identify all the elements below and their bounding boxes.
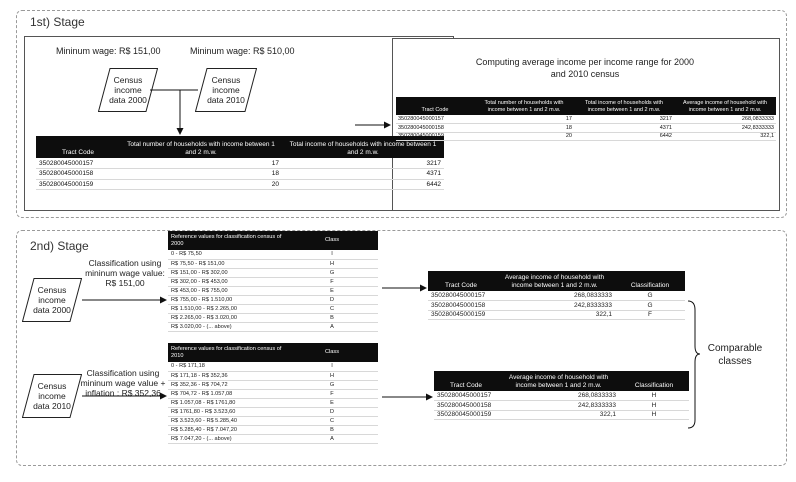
tract-code-cell: 350280045000157 [36, 158, 120, 169]
class-cell: I [286, 250, 378, 259]
average-cell: 322,1 [674, 132, 776, 141]
range-cell: 0 - R$ 75,50 [168, 250, 286, 259]
header-tract-code: Tract Code [36, 136, 120, 158]
header-average-income: Average income of household with income between 1 and 2 m.w. [674, 97, 776, 115]
min-wage-2000-label: Mininum wage: R$ 151,00 [56, 46, 161, 56]
range-cell: R$ 755,00 - R$ 1.510,00 [168, 295, 286, 304]
class-cell: G [286, 268, 378, 277]
stage-1-merge-connector [150, 90, 198, 134]
income-cell: 6442 [574, 132, 674, 141]
range-cell: R$ 171,18 - R$ 352,36 [168, 371, 286, 380]
class-cell: G [286, 380, 378, 389]
average-cell: 322,1 [498, 410, 619, 420]
tract-code-cell: 350280045000157 [428, 291, 494, 301]
households-cell: 20 [120, 179, 282, 190]
header-class: Class [286, 231, 378, 250]
income-cell: 4371 [574, 124, 674, 133]
header-tract-code: Tract Code [434, 371, 498, 391]
range-cell: R$ 3.020,00 - (... above) [168, 322, 286, 331]
classification-cell: G [615, 291, 685, 301]
stage-2-title: 2nd) Stage [30, 239, 89, 253]
average-cell: 268,0833333 [494, 291, 615, 301]
class-cell: C [286, 304, 378, 313]
range-cell: R$ 2.265,00 - R$ 3.020,00 [168, 313, 286, 322]
header-classification: Classification [615, 271, 685, 291]
min-wage-2010-label: Mininum wage: R$ 510,00 [190, 46, 295, 56]
comparable-brace [688, 301, 700, 428]
households-cell: 17 [120, 158, 282, 169]
income-cell: 4371 [282, 169, 444, 180]
header-total-income: Total income of households with income between 1 and 2 m.w. [282, 136, 444, 158]
header-total-households: Total number of households with income between 1 and 2 m.w. [120, 136, 282, 158]
class-cell: I [286, 362, 378, 371]
class-cell: F [286, 389, 378, 398]
class-cell: D [286, 295, 378, 304]
tract-code-cell: 350280045000159 [428, 310, 494, 320]
income-cell: 6442 [282, 179, 444, 190]
range-cell: R$ 1.057,08 - R$ 1761,80 [168, 398, 286, 407]
class-cell: E [286, 286, 378, 295]
tract-code-cell: 350280045000159 [396, 132, 474, 141]
average-cell: 322,1 [494, 310, 615, 320]
range-cell: 0 - R$ 171,18 [168, 362, 286, 371]
class-cell: A [286, 434, 378, 443]
header-total-households: Total number of households with income between 1 and 2 m.w. [474, 97, 574, 115]
range-cell: R$ 3.523,60 - R$ 5.285,40 [168, 416, 286, 425]
households-cell: 18 [120, 169, 282, 180]
tract-code-cell: 350280045000157 [396, 115, 474, 124]
classification-cell: H [619, 410, 689, 420]
average-cell: 268,0833333 [498, 391, 619, 401]
class-cell: E [286, 398, 378, 407]
class-cell: B [286, 313, 378, 322]
header-tract-code: Tract Code [428, 271, 494, 291]
income-cell: 3217 [574, 115, 674, 124]
range-cell: R$ 1.510,00 - R$ 2.265,00 [168, 304, 286, 313]
header-classification: Classification [619, 371, 689, 391]
classification-cell: H [619, 401, 689, 411]
income-cell: 3217 [282, 158, 444, 169]
average-cell: 242,8333333 [674, 124, 776, 133]
class-cell: H [286, 371, 378, 380]
census-2000-label-stage2: Census income data 2000 [33, 285, 71, 315]
range-cell: R$ 302,00 - R$ 453,00 [168, 277, 286, 286]
tract-code-cell: 350280045000158 [36, 169, 120, 180]
comparable-classes-label: Comparable classes [707, 343, 763, 367]
header-average-income: Average income of household with income between 1 and 2 m.w. [498, 371, 619, 391]
tract-code-cell: 350280045000159 [434, 410, 498, 420]
households-cell: 20 [474, 132, 574, 141]
class-cell: F [286, 277, 378, 286]
households-cell: 18 [474, 124, 574, 133]
range-cell: R$ 704,72 - R$ 1.057,08 [168, 389, 286, 398]
range-cell: R$ 352,36 - R$ 704,72 [168, 380, 286, 389]
census-2010-label-stage2: Census income data 2010 [33, 381, 71, 411]
compute-title: Computing average income per income range for 2000 and 2010 census [475, 57, 695, 79]
average-cell: 268,0833333 [674, 115, 776, 124]
tract-code-cell: 350280045000157 [434, 391, 498, 401]
range-cell: R$ 75,50 - R$ 151,00 [168, 259, 286, 268]
tract-code-cell: 350280045000158 [428, 301, 494, 311]
class-cell: A [286, 322, 378, 331]
header-total-income: Total income of households with income between 1 and 2 m.w. [574, 97, 674, 115]
stage-1-title: 1st) Stage [30, 15, 85, 29]
classification-2010-label: Classification using mininum wage value + inflation : R$ 352,36 [80, 368, 166, 398]
class-cell: H [286, 259, 378, 268]
header-reference-values: Reference values for classification census of 2010 [168, 343, 286, 362]
census-2010-label: Census income data 2010 [207, 75, 245, 105]
header-tract-code: Tract Code [396, 97, 474, 115]
range-cell: R$ 453,00 - R$ 755,00 [168, 286, 286, 295]
class-cell: B [286, 425, 378, 434]
tract-code-cell: 350280045000158 [396, 124, 474, 133]
tract-code-cell: 350280045000159 [36, 179, 120, 190]
average-cell: 242,8333333 [494, 301, 615, 311]
header-class: Class [286, 343, 378, 362]
header-reference-values: Reference values for classification census of 2000 [168, 231, 286, 250]
class-cell: C [286, 416, 378, 425]
range-cell: R$ 151,00 - R$ 302,00 [168, 268, 286, 277]
classification-2000-label: Classification using mininum wage value: R$ 151,00 [85, 258, 165, 288]
tract-code-cell: 350280045000158 [434, 401, 498, 411]
average-cell: 242,8333333 [498, 401, 619, 411]
range-cell: R$ 1761,80 - R$ 3.523,60 [168, 407, 286, 416]
classification-cell: F [615, 310, 685, 320]
classification-cell: G [615, 301, 685, 311]
households-cell: 17 [474, 115, 574, 124]
range-cell: R$ 7.047,20 - (... above) [168, 434, 286, 443]
classification-cell: H [619, 391, 689, 401]
header-average-income: Average income of household with income between 1 and 2 m.w. [494, 271, 615, 291]
class-cell: D [286, 407, 378, 416]
range-cell: R$ 5.285,40 - R$ 7.047,20 [168, 425, 286, 434]
census-2000-label: Census income data 2000 [109, 75, 147, 105]
